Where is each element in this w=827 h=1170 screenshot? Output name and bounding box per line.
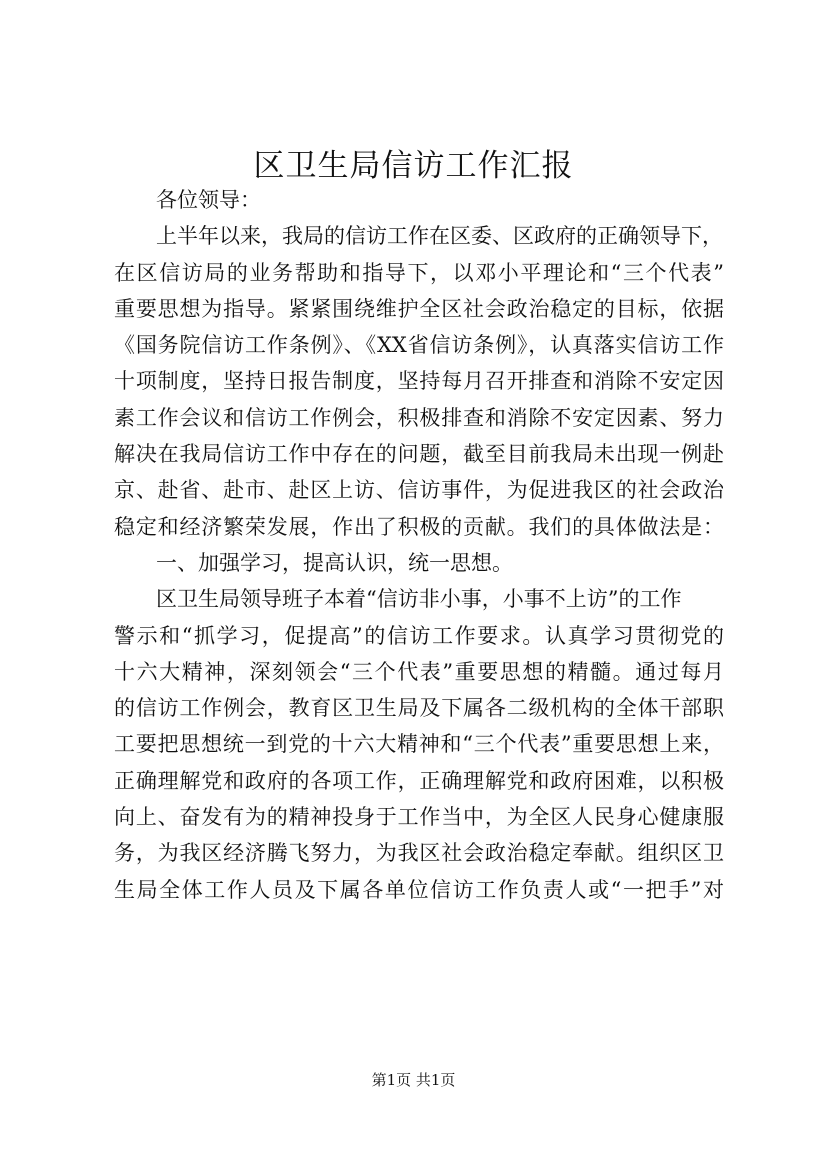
- paragraph-line: 在区信访局的业务帮助和指导下，以邓小平理论和“三个代表”: [114, 260, 724, 285]
- document-body: [114, 182, 724, 908]
- paragraph-line: 向上、奋发有为的精神投身于工作当中，为全区人民身心健康服: [114, 805, 724, 830]
- paragraph-line: 警示和“抓学习，促提高”的信访工作要求。认真学习贯彻党的: [114, 623, 724, 648]
- paragraph-line: 解决在我局信访工作中存在的问题，截至目前我局未出现一例赴: [114, 442, 724, 467]
- paragraph-line: 《国务院信访工作条例》、《XX省信访条例》，认真落实信访工作: [114, 333, 724, 358]
- paragraph-line: 稳定和经济繁荣发展，作出了积极的贡献。我们的具体做法是：: [114, 514, 724, 539]
- paragraph-line: 十项制度，坚持日报告制度，坚持每月召开排查和消除不安定因: [114, 369, 724, 394]
- paragraph-line: 区卫生局领导班子本着“信访非小事，小事不上访”的工作: [156, 587, 682, 612]
- salutation: 各位领导：: [156, 188, 261, 212]
- document-title: 区卫生局信访工作汇报: [253, 148, 574, 184]
- paragraph-line: 上半年以来，我局的信访工作在区委、区政府的正确领导下，: [156, 224, 723, 249]
- paragraph-line: 十六大精神，深刻领会“三个代表”重要思想的精髓。通过每月: [114, 659, 724, 684]
- paragraph-line: 生局全体工作人员及下属各单位信访工作负责人或“一把手”对: [114, 877, 724, 902]
- paragraph-line: 京、赴省、赴市、赴区上访、信访事件，为促进我区的社会政治: [114, 478, 724, 503]
- paragraph-line: 重要思想为指导。紧紧围绕维护全区社会政治稳定的目标，依据: [114, 296, 724, 321]
- paragraph-line: 正确理解党和政府的各项工作，正确理解党和政府困难，以积极: [114, 768, 724, 793]
- paragraph-line: 的信访工作例会，教育区卫生局及下属各二级机构的全体干部职: [114, 696, 724, 721]
- paragraph-line: 素工作会议和信访工作例会，积极排查和消除不安定因素、努力: [114, 405, 724, 430]
- page-footer: 第1页 共1页: [371, 1071, 456, 1089]
- paragraph-line: 工要把思想统一到党的十六大精神和“三个代表”重要思想上来，: [114, 732, 724, 757]
- paragraph-line: 务，为我区经济腾飞努力，为我区社会政治稳定奉献。组织区卫: [114, 841, 724, 866]
- section-heading: 一、加强学习，提高认识，统一思想。: [156, 550, 513, 575]
